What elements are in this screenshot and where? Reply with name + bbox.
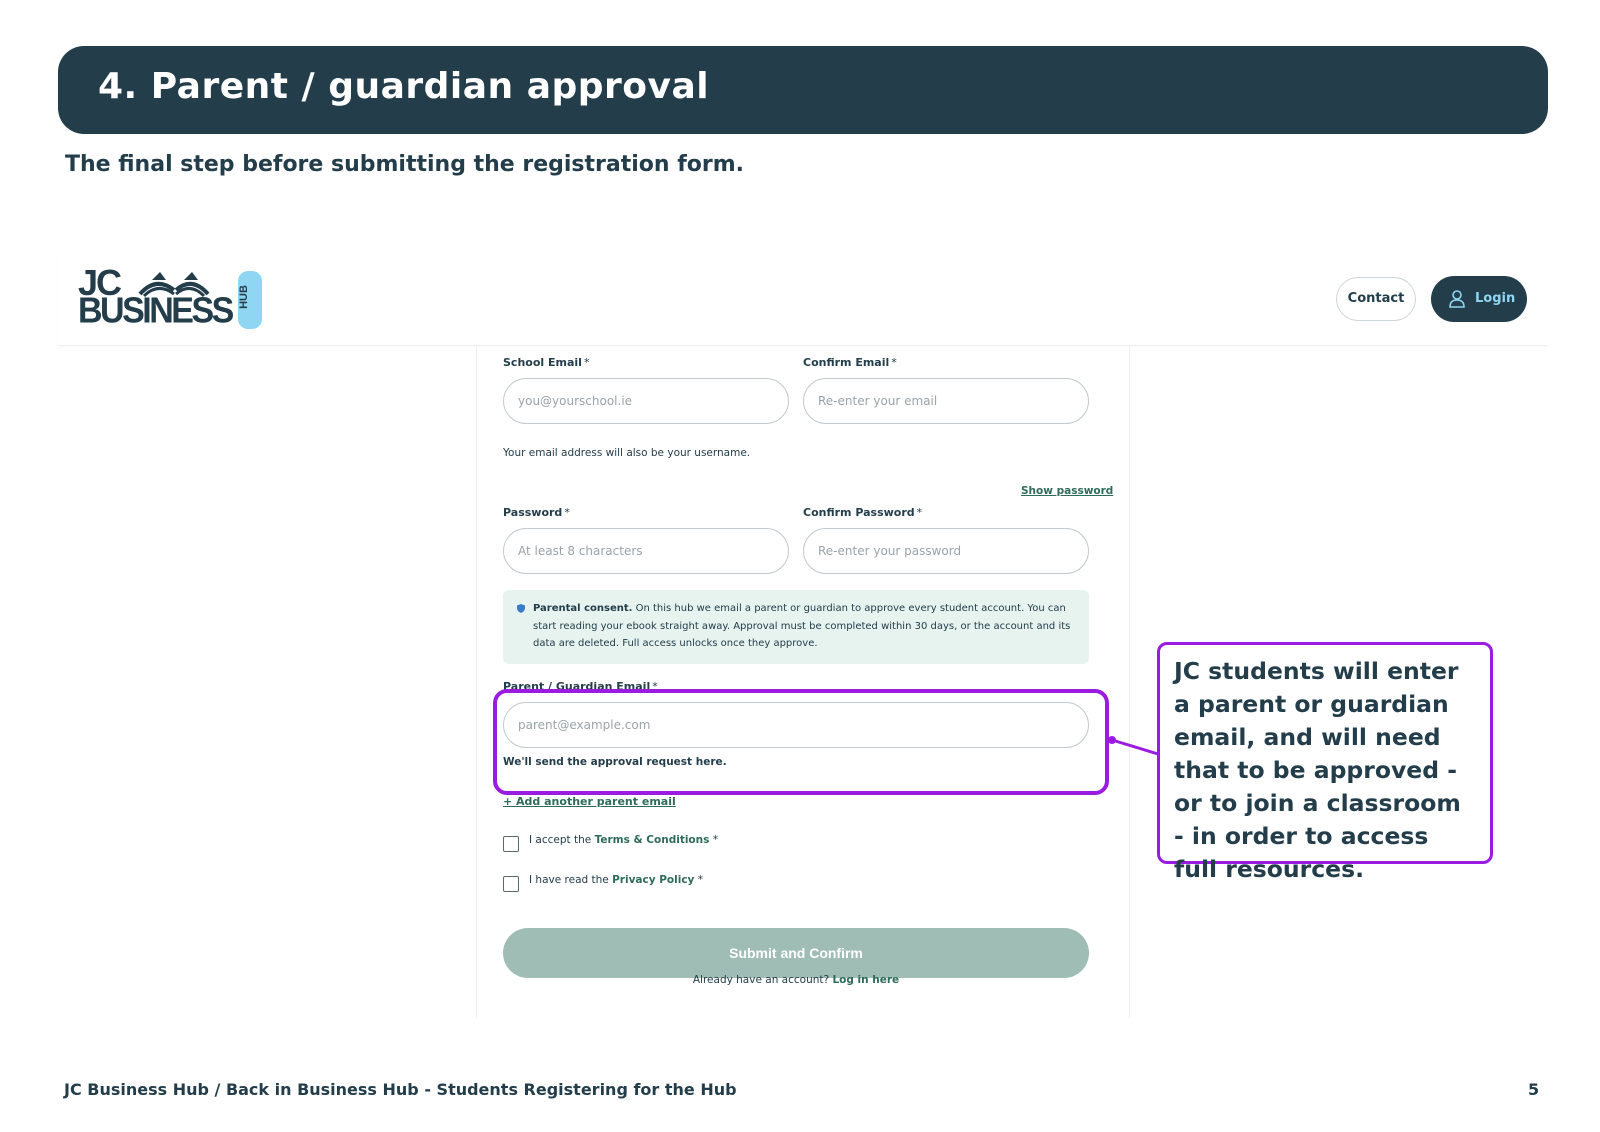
slide-footer: JC Business Hub / Back in Business Hub - Students Registering for the Hub (64, 1080, 737, 1099)
add-parent-email-link[interactable]: + Add another parent email (503, 795, 676, 808)
parental-consent-notice (503, 590, 1089, 664)
user-icon (1449, 290, 1465, 308)
terms-checkbox[interactable] (503, 836, 519, 852)
show-password-link[interactable]: Show password (1021, 485, 1114, 497)
parent-email-hint: We'll send the approval request here. (503, 756, 727, 768)
submit-button[interactable]: Submit and Confirm (503, 928, 1089, 978)
page-number: 5 (1528, 1080, 1540, 1099)
contact-button[interactable]: Contact (1336, 277, 1416, 321)
logo-hub-badge (238, 271, 262, 329)
slide-subtitle: The final step before submitting the registration form. (65, 152, 745, 177)
privacy-label: I have read the Privacy Policy * (529, 874, 703, 886)
privacy-link[interactable]: Privacy Policy (612, 874, 695, 886)
slide-title: 4. Parent / guardian approval (98, 66, 710, 107)
terms-link[interactable]: Terms & Conditions (594, 834, 710, 846)
login-prompt: Already have an account? Log in here (692, 974, 900, 986)
logo-text-jc: JC (78, 262, 121, 303)
password-input[interactable] (503, 528, 789, 574)
privacy-checkbox[interactable] (503, 876, 519, 892)
parent-email-highlight (493, 689, 1109, 795)
confirm-password-input[interactable] (803, 528, 1089, 574)
login-label: Login (1475, 291, 1516, 306)
confirm-password-label: Confirm Password * (803, 506, 923, 519)
slide-title-banner (58, 46, 1548, 134)
email-hint: Your email address will also be your username. (503, 447, 751, 459)
confirm-email-input[interactable] (803, 378, 1089, 424)
password-label: Password * (503, 506, 570, 519)
login-here-link[interactable]: Log in here (832, 974, 900, 986)
school-email-input[interactable] (503, 378, 789, 424)
annotation-callout (1157, 642, 1493, 883)
shield-icon (517, 604, 525, 613)
logo-hub-text: HUB (237, 285, 250, 309)
callout-connector (1108, 734, 1160, 758)
parent-email-label: Parent / Guardian Email * (503, 680, 658, 693)
callout-text: JC students will enter a parent or guardian email, and will need that to be approved - or to join a classroom - in order to access full resources. (1174, 657, 1461, 883)
consent-text: Parental consent. On this hub we email a parent or guardian to approve every student account. You can start reading your ebook straight away. Approval must be completed within 30 days, or the account and its data are deleted. Full access unlocks once they approve. (533, 603, 1071, 649)
logo-text-business: BUSINESS (78, 291, 232, 331)
terms-label: I accept the Terms & Conditions * (529, 834, 718, 846)
confirm-email-label: Confirm Email * (803, 356, 897, 369)
school-email-label: School Email * (503, 356, 590, 369)
site-header (58, 250, 1548, 346)
registration-form (476, 346, 1130, 1018)
login-button[interactable] (1431, 276, 1527, 322)
site-logo[interactable] (78, 262, 250, 332)
